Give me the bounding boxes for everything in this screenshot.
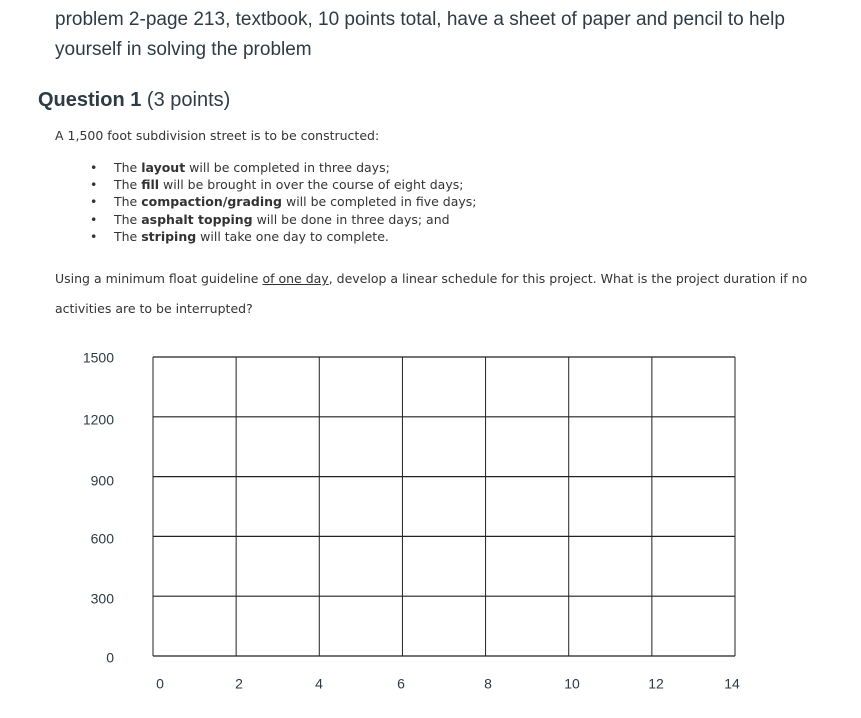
question-title: Question 1 xyxy=(38,89,142,111)
x-tick-label: 8 xyxy=(484,675,492,692)
x-tick-label: 10 xyxy=(564,675,580,692)
x-tick-label: 12 xyxy=(648,675,664,692)
y-tick-label: 300 xyxy=(90,590,114,607)
bullet-icon: • xyxy=(90,211,98,227)
y-tick-label: 0 xyxy=(106,649,114,666)
y-tick-label: 1200 xyxy=(82,411,114,428)
y-tick-label: 600 xyxy=(90,530,114,547)
x-tick-label: 14 xyxy=(724,675,740,692)
underlined-phrase: of one day xyxy=(262,271,329,286)
bullet-icon: • xyxy=(90,177,98,193)
activity-item-compaction: • The compaction/grading will be completed in five days; xyxy=(90,194,477,210)
activity-item-striping: • The striping will take one day to complete. xyxy=(90,228,389,244)
x-tick-label: 2 xyxy=(235,675,243,692)
activity-item-asphalt: • The asphalt topping will be done in three days; and xyxy=(90,211,450,227)
bullet-icon: • xyxy=(90,228,98,244)
x-tick-label: 0 xyxy=(156,675,164,692)
question-instructions: Using a minimum float guideline of one day, develop a linear schedule for this project. What is the project duration if no activities are to be interrupted? xyxy=(55,271,808,316)
activity-item-fill: • The fill will be brought in over the course of eight days; xyxy=(90,177,464,193)
x-tick-label: 4 xyxy=(315,675,323,692)
activity-item-layout: • The layout will be completed in three days; xyxy=(90,160,390,175)
bullet-icon: • xyxy=(90,160,98,175)
y-tick-label: 900 xyxy=(90,472,114,489)
question-lead: A 1,500 foot subdivision street is to be constructed: xyxy=(55,128,380,143)
bullet-icon: • xyxy=(90,194,98,210)
x-tick-label: 6 xyxy=(397,675,405,692)
question-points: (3 points) xyxy=(146,89,231,111)
problem-intro: problem 2-page 213, textbook, 10 points total, have a sheet of paper and pencil to help yourself in solving the problem xyxy=(55,9,785,60)
y-tick-label: 1500 xyxy=(82,349,114,366)
